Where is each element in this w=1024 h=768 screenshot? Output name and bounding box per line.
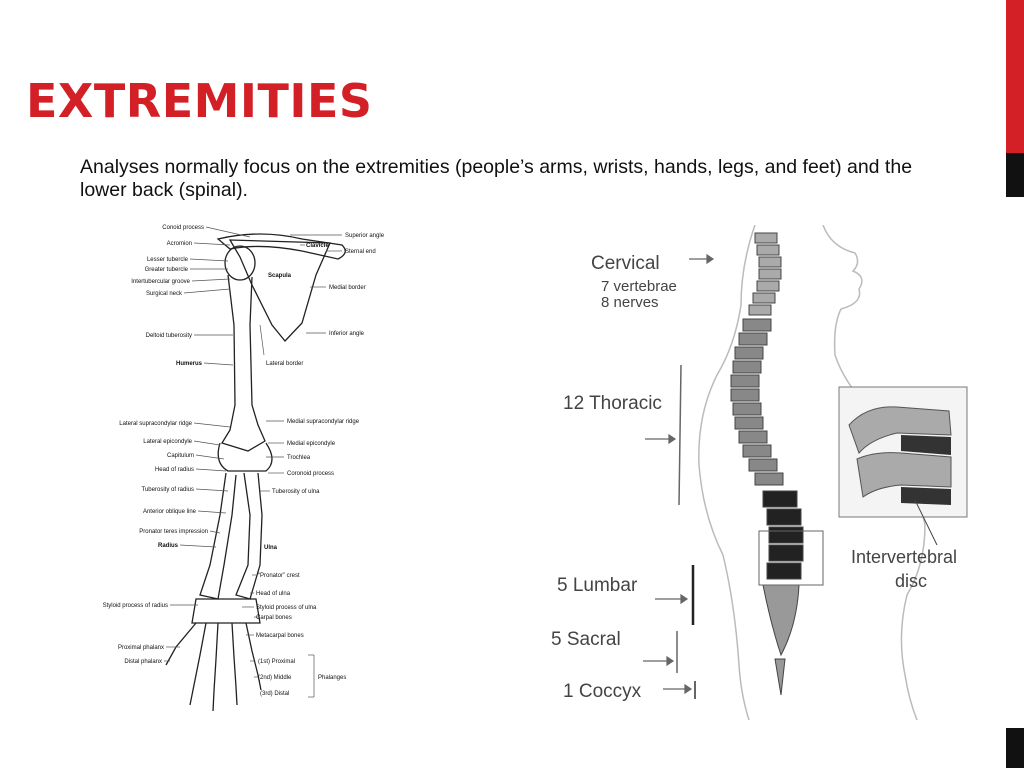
accent-bar-dark-bottom xyxy=(1006,728,1024,768)
arm-label-right: Medial supracondylar ridge xyxy=(287,419,360,425)
disc-inset xyxy=(839,387,967,545)
arm-labels-left xyxy=(103,225,208,665)
accent-bar-red xyxy=(1006,0,1024,153)
arm-label-left: Humerus xyxy=(175,361,202,367)
humeral-head-shape xyxy=(225,246,255,280)
arm-label-left: Capitulum xyxy=(166,453,194,459)
scapula-shape xyxy=(230,240,330,341)
arm-label-left: Radius xyxy=(157,543,178,549)
label-cervical-vertebrae: 7 vertebrae xyxy=(601,278,677,295)
arm-label-left: Greater tubercle xyxy=(144,267,188,273)
label-thoracic: 12 Thoracic xyxy=(563,393,662,414)
arm-label-left: Proximal phalanx xyxy=(117,645,164,651)
finger-3 xyxy=(213,623,218,711)
arm-label-right: (3rd) Distal xyxy=(260,691,290,697)
slide-body-text: Analyses normally focus on the extremities (people’s arms, wrists, hands, legs, and feet) and the lower back (spinal). xyxy=(80,156,913,201)
ulna-shape xyxy=(236,473,262,599)
arm-label-right: Scapula xyxy=(268,273,292,279)
arm-skeleton-figure xyxy=(80,215,420,715)
finger-2 xyxy=(190,623,206,705)
arm-label-left: Distal phalanx xyxy=(124,659,162,665)
arm-labels-right xyxy=(256,233,385,697)
arm-label-right: Carpal bones xyxy=(256,615,292,621)
humerus-shape xyxy=(222,275,265,451)
arm-label-left: Head of radius xyxy=(154,467,194,473)
arm-label-left: Lateral supracondylar ridge xyxy=(119,421,192,427)
spine-figure xyxy=(545,225,990,720)
arm-label-right: Ulna xyxy=(264,545,278,551)
label-cervical: Cervical xyxy=(591,253,660,274)
body-outline-back xyxy=(699,225,755,720)
label-disc: disc xyxy=(895,571,928,591)
arm-label-right: Medial epicondyle xyxy=(287,441,336,447)
arm-label-right: Styloid process of ulna xyxy=(256,605,317,611)
finger-4 xyxy=(232,623,237,705)
arm-label-left: Deltoid tuberosity xyxy=(145,333,192,339)
arm-label-right: (1st) Proximal xyxy=(258,659,296,665)
region-arrows xyxy=(643,255,713,699)
arm-label-left: Tuberosity of radius xyxy=(141,487,194,493)
slide-title: EXTREMITIES xyxy=(26,74,373,128)
arm-label-left: Surgical neck xyxy=(145,291,182,297)
coccyx-shape xyxy=(775,659,785,695)
label-cervical-nerves: 8 nerves xyxy=(601,294,659,311)
finger-1 xyxy=(166,623,196,665)
arm-label-left: Anterior oblique line xyxy=(142,509,196,515)
arm-label-right: Clavicle xyxy=(306,243,329,249)
arm-label-right: Lateral border xyxy=(266,361,304,367)
label-coccyx: 1 Coccyx xyxy=(563,681,642,702)
label-lumbar: 5 Lumbar xyxy=(557,575,638,596)
label-sacral: 5 Sacral xyxy=(551,629,621,650)
label-intervertebral: Intervertebral xyxy=(851,547,958,567)
arm-label-right: Superior angle xyxy=(345,233,385,239)
elbow-joint-shape xyxy=(218,443,272,471)
arm-label-right: Tuberosity of ulna xyxy=(272,489,320,495)
arm-label-left: Lesser tubercle xyxy=(146,257,188,263)
arm-label-left: Styloid process of radius xyxy=(102,603,168,609)
arm-label-left: Conoid process xyxy=(162,225,204,231)
arm-label-right: Metacarpal bones xyxy=(256,633,304,639)
arm-label-right: Phalanges xyxy=(318,675,347,681)
carpal-bones-shape xyxy=(192,599,260,623)
arm-label-right: Trochlea xyxy=(287,455,311,461)
arm-label-right: “Pronator” crest xyxy=(258,573,300,579)
arm-label-right: Medial border xyxy=(329,285,366,291)
arm-label-left: Pronator teres impression xyxy=(139,529,208,535)
arm-label-right: Head of ulna xyxy=(256,591,291,597)
accent-bar-dark xyxy=(1006,153,1024,197)
arm-label-right: Inferior angle xyxy=(329,331,365,337)
arm-label-right: Sternal end xyxy=(345,249,376,255)
arm-label-right: Coronoid process xyxy=(287,471,335,477)
arm-label-left: Lateral epicondyle xyxy=(143,439,192,445)
radius-shape xyxy=(200,473,236,599)
arm-label-left: Intertubercular groove xyxy=(131,279,190,285)
sacrum-shape xyxy=(763,585,799,655)
arm-label-right: (2nd) Middle xyxy=(258,675,292,681)
arm-label-left: Acromion xyxy=(166,241,192,247)
vertebral-column xyxy=(731,233,803,695)
